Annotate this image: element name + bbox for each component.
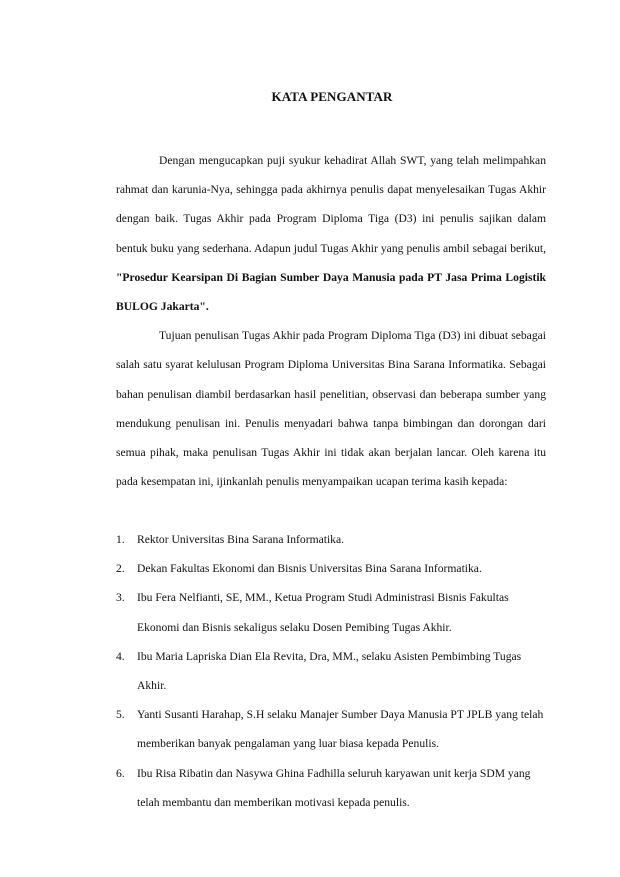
list-item-number: 4.	[116, 649, 125, 663]
paragraph-1-text: Dengan mengucapkan puji syukur kehadirat Allah SWT, yang telah melimpahkan rahmat dan karunia-Nya, sehingga pada akhirnya penulis dapat menyelesaikan Tugas Akhir dengan baik. Tugas Akhir pada Program Diploma Tiga (D3) ini penulis sajikan dalam bentuk buku yang sederhana. Adapun judul Tugas Akhir yang penulis ambil sebagai berikut,	[116, 154, 546, 255]
body-text	[116, 146, 546, 496]
list-item-text: Rektor Universitas Bina Sarana Informatika.	[137, 533, 345, 546]
list-item-number: 6.	[116, 766, 125, 780]
paragraph-2: Tujuan penulisan Tugas Akhir pada Program Diploma Tiga (D3) ini dibuat sebagai salah satu syarat kelulusan Program Diploma Universitas Bina Sarana Informatika. Sebagai bahan penulisan diambil berdasarkan hasil penelitian, observasi dan beberapa sumber yang mendukung penulisan ini. Penulis menyadari bahwa tanpa bimbingan dan dorongan dari semua pihak, maka penulisan Tugas Akhir ini tidak akan berjalan lancar. Oleh karena itu pada kesempatan ini, ijinkanlah penulis menyampaikan ucapan terima kasih kepada:	[116, 329, 546, 489]
list-item-text: Ibu Risa Ribatin dan Nasywa Ghina Fadhilla seluruh karyawan unit kerja SDM yang telah membantu dan memberikan motivasi kepada penulis.	[137, 766, 531, 809]
list-item-text: Ibu Fera Nelfianti, SE, MM., Ketua Program Studi Administrasi Bisnis Fakultas Ekonomi dan Bisnis sekaligus selaku Dosen Pemibing Tugas Akhir.	[137, 591, 509, 634]
list-item	[116, 554, 546, 583]
acknowledgement-list	[116, 525, 546, 817]
list-item	[116, 583, 546, 641]
list-item	[116, 642, 546, 700]
list-item-text: Ibu Maria Lapriska Dian Ela Revita, Dra, MM., selaku Asisten Pembimbing Tugas Akhir.	[137, 649, 522, 693]
list-item	[116, 700, 546, 758]
list-item-number: 2.	[116, 562, 125, 576]
list-item-text: Dekan Fakultas Ekonomi dan Bisnis Universitas Bina Sarana Informatika.	[137, 562, 482, 576]
list-item-text: Yanti Susanti Harahap, S.H selaku Manajer Sumber Daya Manusia PT JPLB yang telah memberikan banyak pengalaman yang luar biasa kepada Penulis.	[137, 708, 544, 751]
list-item	[116, 759, 546, 817]
list-item	[116, 525, 546, 554]
list-item-number: 5.	[116, 708, 125, 722]
list-item-number: 1.	[116, 533, 125, 546]
page-title: KATA PENGANTAR	[271, 89, 393, 104]
list-item-number: 3.	[116, 591, 125, 605]
thesis-title: "Prosedur Kearsipan Di Bagian Sumber Daya Manusia pada PT Jasa Prima Logistik BULOG Jakarta".	[116, 270, 546, 314]
paragraph-1	[116, 146, 546, 321]
